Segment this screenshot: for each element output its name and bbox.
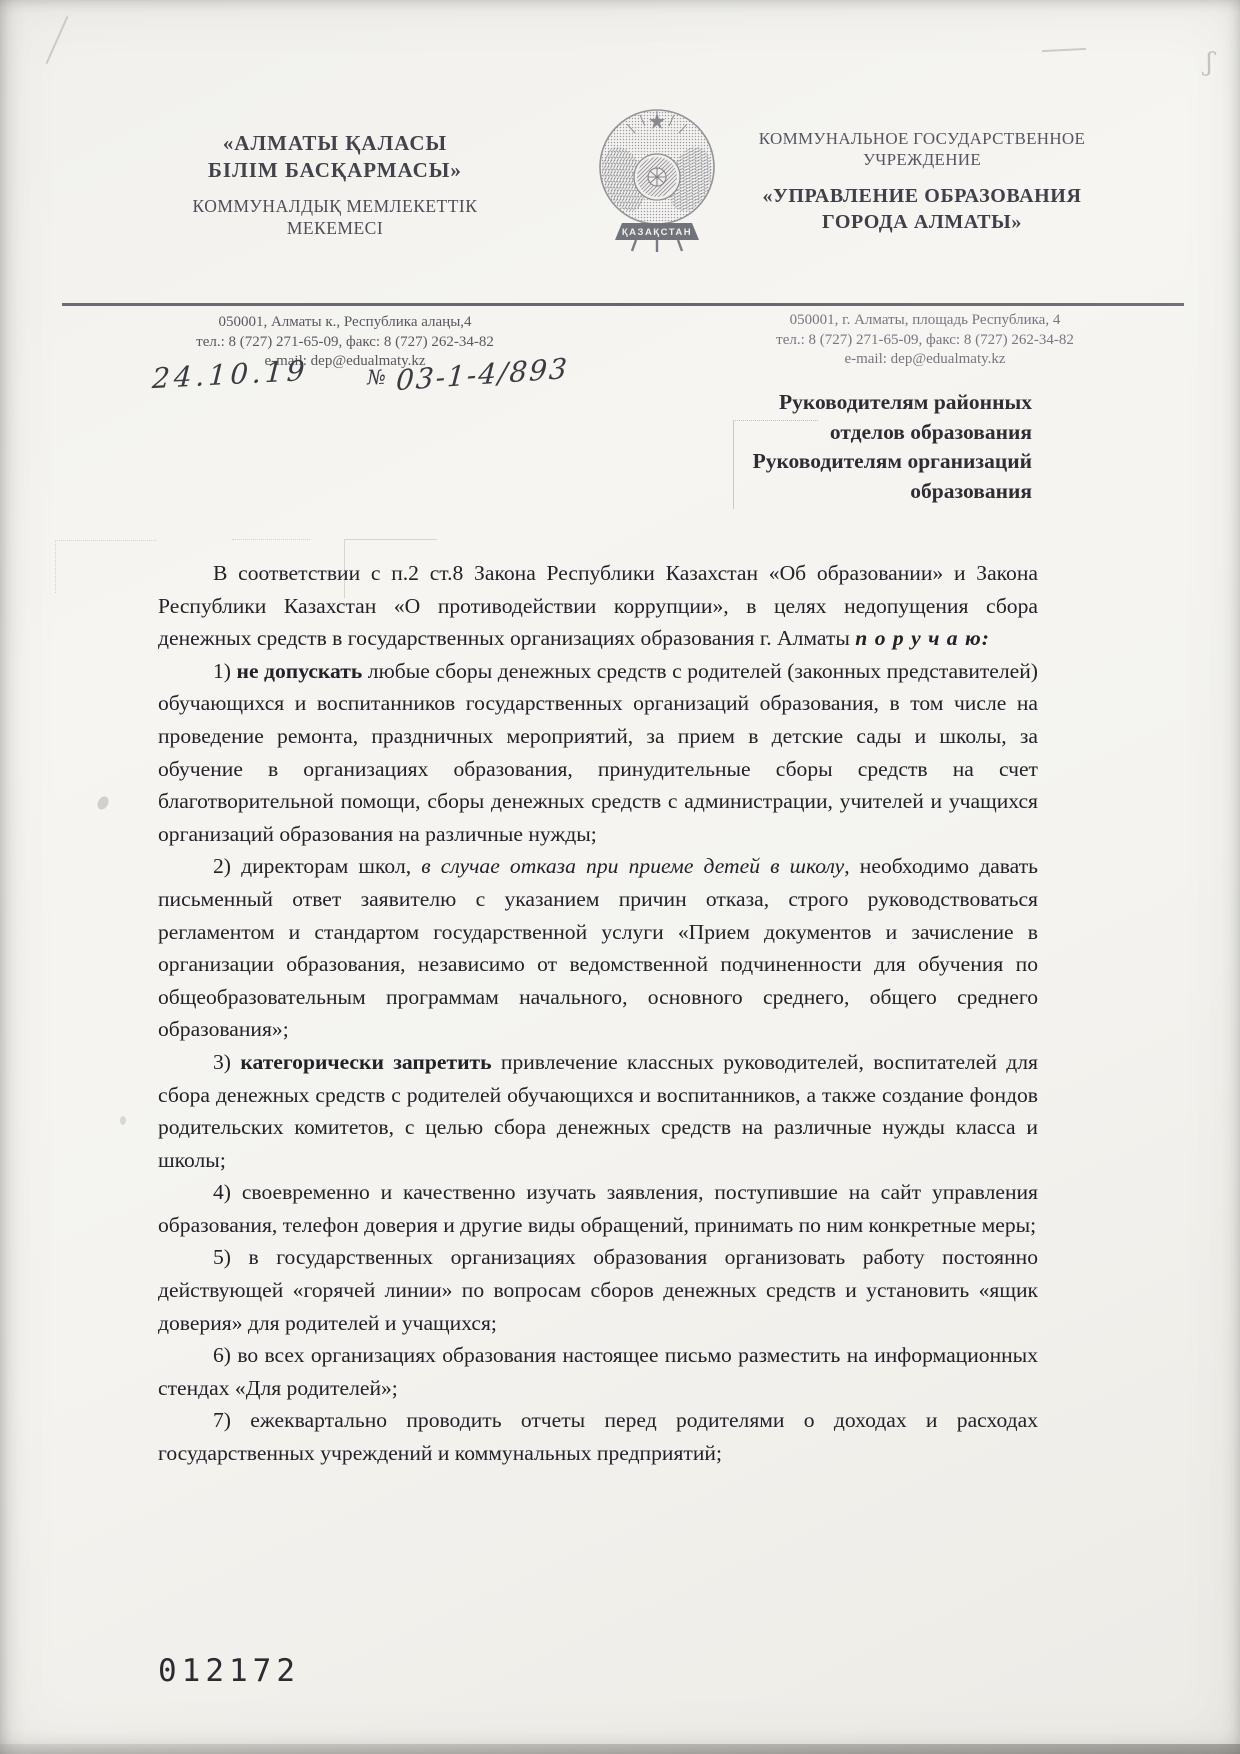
org-ru-name-line2: ГОРОДА АЛМАТЫ» — [822, 211, 1022, 233]
org-name-kazakh — [140, 130, 530, 239]
org-kk-name-line1: «АЛМАТЫ ҚАЛАСЫ — [222, 131, 448, 155]
number-sign: № — [366, 364, 387, 390]
org-kk-name-line2: БІЛІМ БАСҚАРМАСЫ» — [208, 158, 462, 182]
paper-crease — [46, 16, 69, 64]
addressee-line: отделов образования — [829, 419, 1032, 444]
org-name-russian — [698, 128, 1146, 235]
form-serial-number: 012172 — [158, 1653, 300, 1689]
kk-address: 050001, Алматы к., Республика алаңы,4 — [218, 314, 472, 330]
org-ru-name-line1: «УПРАВЛЕНИЕ ОБРАЗОВАНИЯ — [762, 185, 1082, 207]
address-block-russian — [700, 311, 1150, 370]
paragraph-item-6: 6) во всех организациях образования настоящее письмо разместить на информационных стендах «Для родителей»; — [158, 1343, 1038, 1400]
org-ru-type-line2: УЧРЕЖДЕНИЕ — [862, 150, 982, 169]
paragraph-item-4: 4) своевременно и качественно изучать заявления, поступившие на сайт управления образования, телефон доверия и другие виды обращений, принимать по ним конкретные меры; — [158, 1180, 1038, 1237]
paragraph-item-3: 3) категорически запретить привлечение классных руководителей, воспитателей для сбора денежных средств с родителей обучающихся и воспитанников, а также создание фондов родительских комитетов, с целью сбора денежных средств на различные нужды класса и школы; — [158, 1049, 1038, 1172]
handwritten-date: 24.10.19 — [151, 353, 310, 396]
letterhead-divider — [62, 303, 1184, 306]
edge-squiggle-mark: ʃ — [1203, 47, 1216, 78]
ru-email: e-mail: dep@edualmaty.kz — [844, 351, 1006, 367]
scan-speck — [120, 1116, 126, 1125]
paragraph-item-2: 2) директорам школ, в случае отказа при приеме детей в школу, необходимо давать письменный ответ заявителю с указанием причин отказа, строго руководствоваться регламентом и стандартом государственной услуги «Прием документов и зачисление в организации образования, независимо от ведомственной подчиненности для обучения по общеобразовательным программам начального, основного среднего, общего среднего образования»; — [158, 854, 1038, 1042]
addressee-line: Руководителям районных — [778, 390, 1032, 414]
scan-speck — [95, 794, 111, 811]
org-ru-type-line1: КОММУНАЛЬНОЕ ГОСУДАРСТВЕННОЕ — [758, 129, 1086, 148]
kk-phone: тел.: 8 (727) 271-65-09, факс: 8 (727) 262-34-82 — [196, 333, 494, 350]
paragraph-intro: В соответствии с п.2 ст.8 Закона Республики Казахстан «Об образовании» и Закона Республики Казахстан «О противодействии коррупции», в целях недопущения сбора денежных средств в государственных организациях образования г. Алматы п о р у ч а ю: — [158, 561, 1038, 651]
org-kk-type-line1: КОММУНАЛДЫҚ МЕМЛЕКЕТТІК — [192, 196, 478, 216]
pen-mark — [1042, 48, 1086, 52]
addressee-line: образования — [910, 478, 1032, 503]
paragraph-item-5: 5) в государственных организациях образования организовать работу постоянно действующей «горячей линии» по вопросам сборов денежных средств и установить «ящик доверия» для родителей и учащихся; — [158, 1245, 1038, 1335]
org-kk-type-line2: МЕКЕМЕСІ — [286, 218, 384, 238]
addressee-block — [640, 388, 1032, 506]
paragraph-item-1: 1) не допускать любые сборы денежных средств с родителей (законных представителей) обучающихся и воспитанников государственных организаций образования, в том числе на проведение ремонта, праздничных мероприятий, за прием в детские сады и школы, за обучение в организациях образования, принудительные сборы средств на счет благотворительной помощи, сборы денежных средств с администрации, учителей и учащихся организаций образования на различные нужды; — [158, 658, 1038, 846]
paragraph-item-7: 7) ежеквартально проводить отчеты перед родителями о доходах и расходах государственных учреждений и коммунальных предприятий; — [158, 1408, 1038, 1466]
handwritten-outgoing-number: 03-1-4/893 — [394, 351, 570, 398]
registration-line — [151, 351, 632, 398]
addressee-line: Руководителям организаций — [752, 449, 1032, 473]
emblem-banner-text: ҚАЗАҚСТАН — [621, 227, 693, 238]
ru-phone: тел.: 8 (727) 271-65-09, факс: 8 (727) 262-34-82 — [776, 331, 1074, 348]
kk-email: e-mail: dep@edualmaty.kz — [264, 353, 426, 369]
faint-form-mark — [55, 540, 156, 593]
ru-address: 050001, г. Алматы, площадь Республика, 4 — [789, 312, 1061, 328]
scan-edge-shadow — [0, 1744, 1240, 1754]
letter-body — [158, 557, 1038, 1470]
